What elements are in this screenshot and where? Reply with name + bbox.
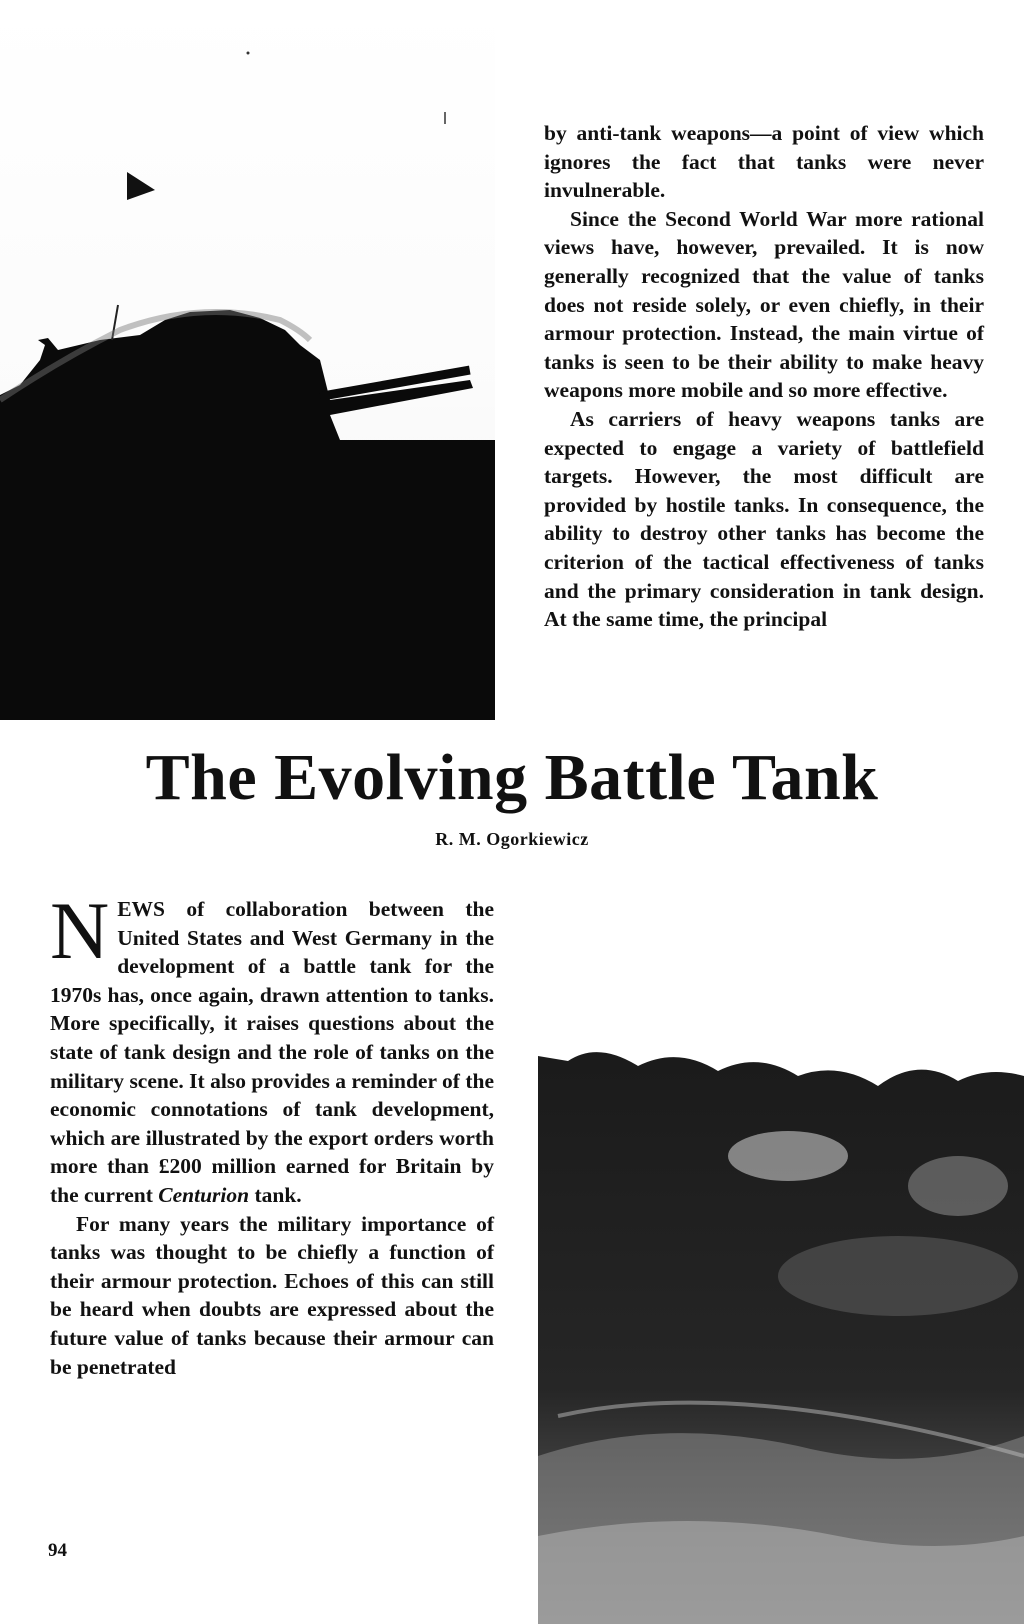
body-paragraph: For many years the military importance of tanks was thought to be chiefly a function of their armour protection. Echoes of this can still be heard when doubts are expressed about the future value of tanks because their armour can be penetrated xyxy=(50,1211,494,1379)
left-text-column xyxy=(50,885,494,1381)
body-paragraph: Since the Second World War more rational views have, however, prevailed. It is now generally recognized that the value of tanks does not reside solely, or even chiefly, in their armour protection. Instead, the main virtue of tanks is seen to be their ability to make heavy weapons more mobile and so more effective. xyxy=(544,206,984,403)
landscape-photo xyxy=(538,1036,1024,1624)
right-text-column xyxy=(544,119,984,634)
lead-text: EWS of collaboration between the United States and West Germany in the development of a battle tank for the 1970s has, once again, drawn attention to tanks. More specifically, it raises questions about the state of tank design and the role of tanks on the military scene. It also provides a reminder of the economic connotations of tank development, which are illustrated by the export orders worth more than £200 million earned for Britain by the current xyxy=(50,897,494,1207)
body-paragraph: by anti-tank weapons—a point of view which ignores the fact that tanks were never invulnerable. xyxy=(544,121,984,203)
drop-cap: N xyxy=(50,885,110,976)
lead-tail: tank. xyxy=(249,1182,302,1207)
page-number: 94 xyxy=(48,1540,67,1561)
body-paragraph: As carriers of heavy weapons tanks are expected to engage a variety of battlefield targets. However, the most difficult are provided by hostile tanks. In consequence, the ability to destroy other tanks has become the criterion of the tactical effectiveness of tanks and the primary consideration in tank design. At the same time, the principal xyxy=(544,406,984,632)
tank-silhouette-photo xyxy=(0,0,495,720)
article-author: R. M. Ogorkiewicz xyxy=(435,829,589,849)
tank-name: Centurion xyxy=(158,1182,250,1207)
article-title: The Evolving Battle Tank xyxy=(145,741,879,814)
body-paragraph xyxy=(50,885,494,1210)
